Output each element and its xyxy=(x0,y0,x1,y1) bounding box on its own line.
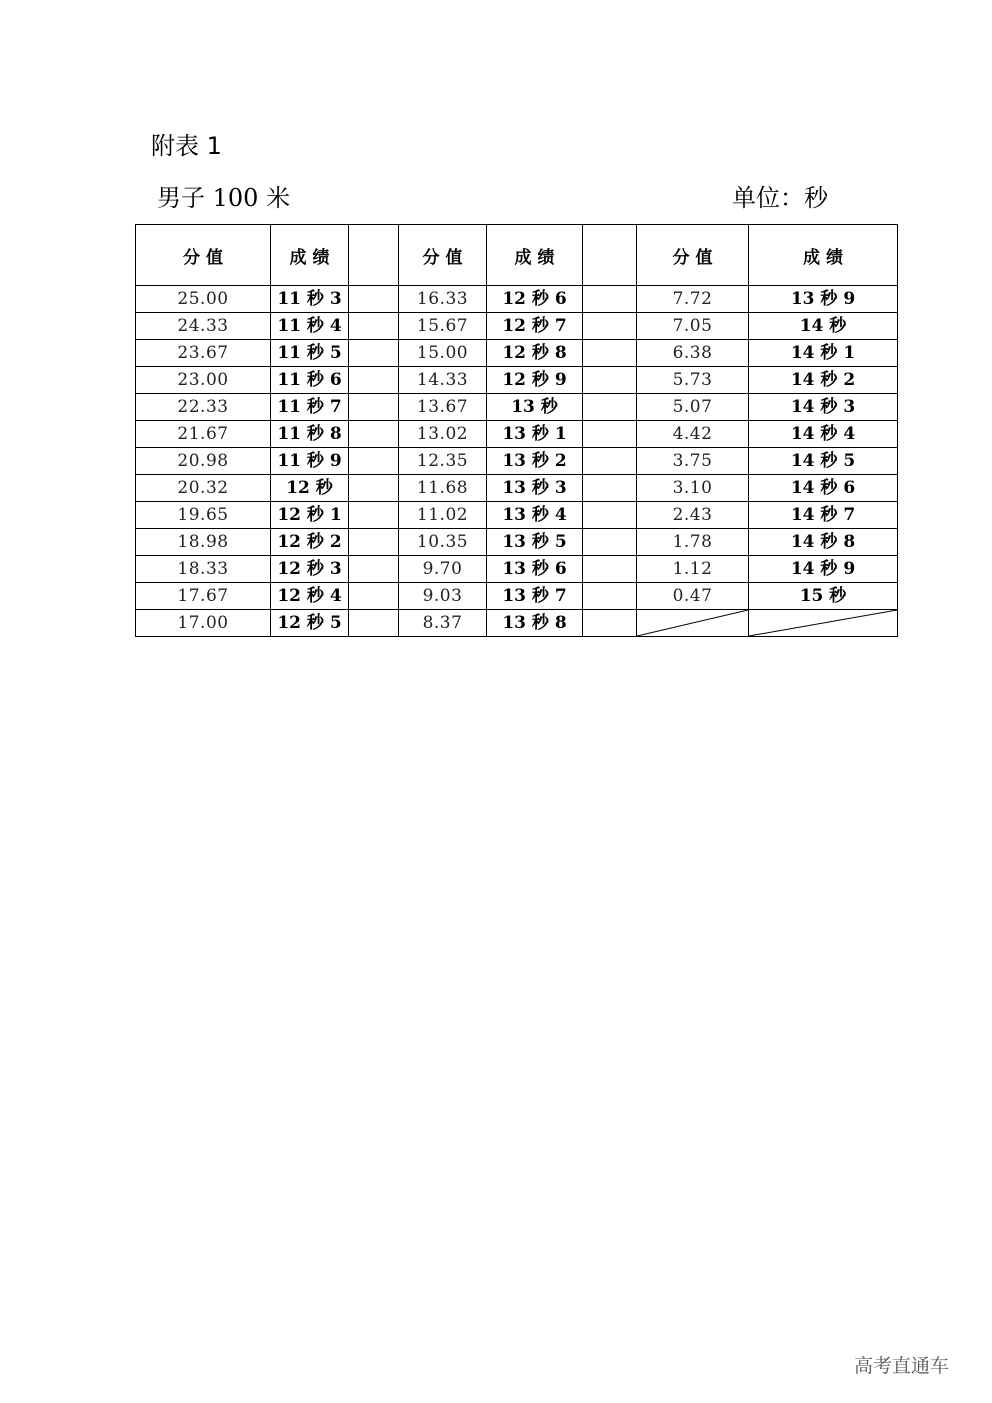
column-gap xyxy=(583,529,637,556)
column-gap xyxy=(583,556,637,583)
header-result-2: 成 绩 xyxy=(487,225,583,286)
empty-slash-cell xyxy=(637,610,749,637)
result-cell: 15 秒 xyxy=(749,583,898,610)
column-gap xyxy=(349,367,399,394)
result-cell: 12 秒 3 xyxy=(271,556,349,583)
score-cell: 21.67 xyxy=(136,421,271,448)
column-gap xyxy=(583,475,637,502)
column-gap xyxy=(349,340,399,367)
table-row xyxy=(136,529,898,556)
score-cell: 15.67 xyxy=(399,313,487,340)
watermark: 高考直通车 xyxy=(854,1355,950,1377)
column-gap xyxy=(583,421,637,448)
result-cell: 11 秒 6 xyxy=(271,367,349,394)
result-cell: 13 秒 5 xyxy=(487,529,583,556)
result-cell: 11 秒 5 xyxy=(271,340,349,367)
column-gap xyxy=(349,286,399,313)
result-cell: 13 秒 2 xyxy=(487,448,583,475)
column-gap xyxy=(583,367,637,394)
score-cell: 10.35 xyxy=(399,529,487,556)
result-cell: 13 秒 8 xyxy=(487,610,583,637)
table-row xyxy=(136,556,898,583)
score-cell: 8.37 xyxy=(399,610,487,637)
score-cell: 17.00 xyxy=(136,610,271,637)
score-cell: 7.05 xyxy=(637,313,749,340)
score-cell: 1.78 xyxy=(637,529,749,556)
score-cell: 23.00 xyxy=(136,367,271,394)
column-gap xyxy=(349,313,399,340)
result-cell: 14 秒 1 xyxy=(749,340,898,367)
column-gap xyxy=(583,394,637,421)
result-cell: 12 秒 8 xyxy=(487,340,583,367)
column-gap xyxy=(349,475,399,502)
score-cell: 15.00 xyxy=(399,340,487,367)
column-gap xyxy=(583,286,637,313)
header-score-2: 分 值 xyxy=(399,225,487,286)
score-cell: 9.03 xyxy=(399,583,487,610)
diagonal-line xyxy=(749,610,897,636)
score-cell: 6.38 xyxy=(637,340,749,367)
result-cell: 13 秒 4 xyxy=(487,502,583,529)
result-cell: 12 秒 7 xyxy=(487,313,583,340)
result-cell: 12 秒 xyxy=(271,475,349,502)
score-cell: 16.33 xyxy=(399,286,487,313)
score-cell: 3.75 xyxy=(637,448,749,475)
result-cell: 13 秒 1 xyxy=(487,421,583,448)
table-row xyxy=(136,421,898,448)
result-cell: 12 秒 4 xyxy=(271,583,349,610)
table-row xyxy=(136,313,898,340)
header-score-3: 分 值 xyxy=(637,225,749,286)
score-cell: 18.33 xyxy=(136,556,271,583)
table-row xyxy=(136,448,898,475)
column-gap xyxy=(349,448,399,475)
score-cell: 13.67 xyxy=(399,394,487,421)
table-row xyxy=(136,502,898,529)
score-cell: 1.12 xyxy=(637,556,749,583)
result-cell: 14 秒 8 xyxy=(749,529,898,556)
column-gap xyxy=(583,448,637,475)
score-cell: 2.43 xyxy=(637,502,749,529)
empty-slash-cell xyxy=(749,610,898,637)
column-gap xyxy=(349,610,399,637)
score-cell: 18.98 xyxy=(136,529,271,556)
table-row xyxy=(136,583,898,610)
result-cell: 12 秒 5 xyxy=(271,610,349,637)
score-cell: 14.33 xyxy=(399,367,487,394)
result-cell: 14 秒 4 xyxy=(749,421,898,448)
result-cell: 12 秒 9 xyxy=(487,367,583,394)
result-cell: 12 秒 2 xyxy=(271,529,349,556)
column-gap xyxy=(349,502,399,529)
column-gap xyxy=(583,313,637,340)
table-row xyxy=(136,367,898,394)
table-body xyxy=(136,286,898,637)
unit-label: 单位：秒 xyxy=(732,184,828,212)
column-gap xyxy=(583,502,637,529)
column-gap xyxy=(349,225,399,286)
appendix-title: 附表 1 xyxy=(151,132,222,160)
column-gap xyxy=(349,529,399,556)
column-gap xyxy=(583,340,637,367)
result-cell: 12 秒 6 xyxy=(487,286,583,313)
score-cell: 5.07 xyxy=(637,394,749,421)
column-gap xyxy=(583,225,637,286)
result-cell: 13 秒 3 xyxy=(487,475,583,502)
result-cell: 11 秒 7 xyxy=(271,394,349,421)
header-row xyxy=(136,225,898,286)
score-cell: 7.72 xyxy=(637,286,749,313)
column-gap xyxy=(349,421,399,448)
result-cell: 11 秒 4 xyxy=(271,313,349,340)
score-cell: 3.10 xyxy=(637,475,749,502)
event-title: 男子 100 米 xyxy=(157,184,291,212)
result-cell: 12 秒 1 xyxy=(271,502,349,529)
result-cell: 13 秒 6 xyxy=(487,556,583,583)
result-cell: 14 秒 2 xyxy=(749,367,898,394)
score-cell: 11.68 xyxy=(399,475,487,502)
score-cell: 19.65 xyxy=(136,502,271,529)
score-cell: 0.47 xyxy=(637,583,749,610)
score-cell: 25.00 xyxy=(136,286,271,313)
table-row xyxy=(136,394,898,421)
result-cell: 13 秒 7 xyxy=(487,583,583,610)
result-cell: 14 秒 xyxy=(749,313,898,340)
score-cell: 23.67 xyxy=(136,340,271,367)
diagonal-line xyxy=(637,610,748,636)
column-gap xyxy=(349,583,399,610)
result-cell: 14 秒 9 xyxy=(749,556,898,583)
table-row xyxy=(136,610,898,637)
score-cell: 9.70 xyxy=(399,556,487,583)
result-cell: 14 秒 5 xyxy=(749,448,898,475)
score-cell: 5.73 xyxy=(637,367,749,394)
score-cell: 17.67 xyxy=(136,583,271,610)
column-gap xyxy=(583,610,637,637)
score-cell: 12.35 xyxy=(399,448,487,475)
score-cell: 4.42 xyxy=(637,421,749,448)
header-result-1: 成 绩 xyxy=(271,225,349,286)
result-cell: 14 秒 6 xyxy=(749,475,898,502)
score-cell: 20.98 xyxy=(136,448,271,475)
score-cell: 20.32 xyxy=(136,475,271,502)
header-score-1: 分 值 xyxy=(136,225,271,286)
column-gap xyxy=(583,583,637,610)
score-cell: 22.33 xyxy=(136,394,271,421)
table-row xyxy=(136,475,898,502)
result-cell: 11 秒 3 xyxy=(271,286,349,313)
result-cell: 13 秒 9 xyxy=(749,286,898,313)
table-row xyxy=(136,286,898,313)
result-cell: 14 秒 3 xyxy=(749,394,898,421)
result-cell: 14 秒 7 xyxy=(749,502,898,529)
score-table xyxy=(135,224,898,637)
header-result-3: 成 绩 xyxy=(749,225,898,286)
score-cell: 11.02 xyxy=(399,502,487,529)
result-cell: 11 秒 8 xyxy=(271,421,349,448)
result-cell: 11 秒 9 xyxy=(271,448,349,475)
score-cell: 13.02 xyxy=(399,421,487,448)
score-cell: 24.33 xyxy=(136,313,271,340)
table-row xyxy=(136,340,898,367)
column-gap xyxy=(349,394,399,421)
result-cell: 13 秒 xyxy=(487,394,583,421)
column-gap xyxy=(349,556,399,583)
